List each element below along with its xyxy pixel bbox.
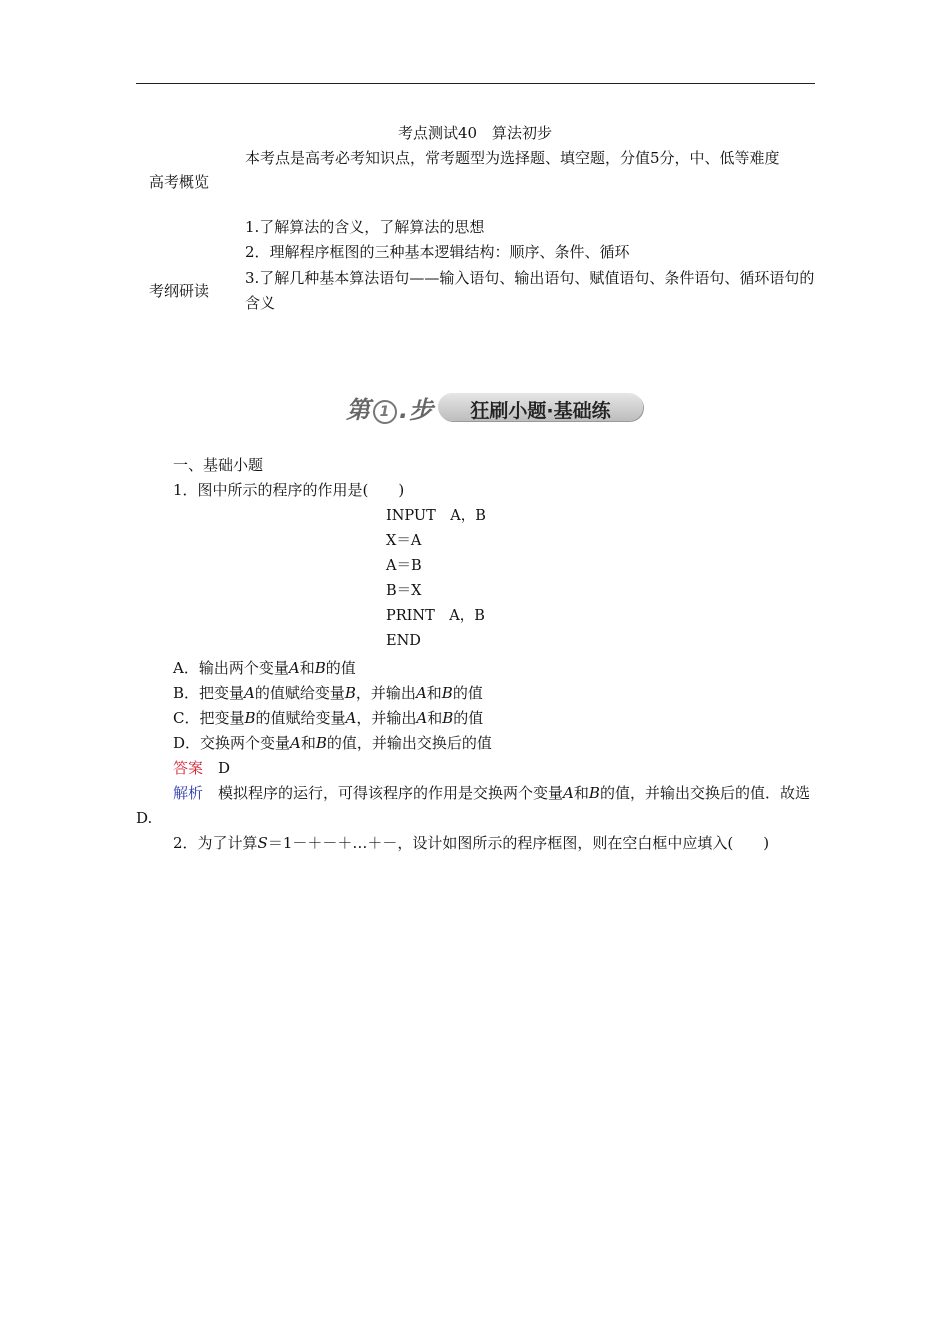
code-line: A＝B — [386, 558, 422, 574]
code-line: X＝A — [386, 533, 422, 549]
option-c: C．把变量B的值赋给变量A，并输出A和B的值 — [173, 709, 484, 727]
step-suffix: .步 — [399, 396, 435, 424]
answer-value: D — [218, 759, 231, 777]
syllabus-label: 考纲研读 — [149, 282, 210, 300]
section-banner — [346, 390, 646, 426]
code-line: END — [386, 633, 421, 649]
option-b: B．把变量A的值赋给变量B，并输出A和B的值 — [173, 684, 483, 702]
code-line: B＝X — [386, 583, 422, 599]
code-line: PRINT A，B — [386, 608, 485, 624]
header-rule — [136, 83, 815, 84]
overview-label: 高考概览 — [149, 173, 210, 191]
overview-text: 本考点是高考必考知识点，常考题型为选择题、填空题，分值5分，中、低等难度 — [245, 149, 780, 167]
step-label — [346, 390, 434, 425]
option-d: D．交换两个变量A和B的值，并输出交换后的值 — [173, 734, 492, 752]
option-a: A．输出两个变量A和B的值 — [173, 659, 356, 677]
syllabus-item: 2．理解程序框图的三种基本逻辑结构：顺序、条件、循环 — [245, 243, 630, 261]
analysis-text: 解析 模拟程序的运行，可得该程序的作用是交换两个变量A和B的值，并输出交换后的值．故选D. — [136, 784, 810, 827]
section-heading: 一、基础小题 — [173, 456, 264, 474]
page-title: 考点测试40 算法初步 — [397, 124, 553, 142]
analysis-label: 解析 — [173, 784, 204, 802]
banner-pill-text: 狂刷小题·基础练 — [470, 400, 611, 422]
syllabus-item: 3.了解几种基本算法语句——输入语句、输出语句、赋值语句、条件语句、循环语句的含义 — [245, 269, 815, 312]
step-number-icon: 1 — [373, 400, 397, 424]
answer-label: 答案 — [173, 759, 204, 777]
step-prefix: 第 — [346, 396, 371, 424]
banner-pill — [438, 393, 643, 421]
question-stem: 1．图中所示的程序的作用是( ) — [173, 481, 405, 499]
answer-line — [173, 756, 230, 781]
syllabus-item: 1.了解算法的含义，了解算法的思想 — [245, 218, 485, 236]
question-2-stem: 2．为了计算S＝1－＋－＋…＋－，设计如图所示的程序框图，则在空白框中应填入( ) — [173, 834, 770, 852]
code-line: INPUT A，B — [386, 508, 486, 524]
